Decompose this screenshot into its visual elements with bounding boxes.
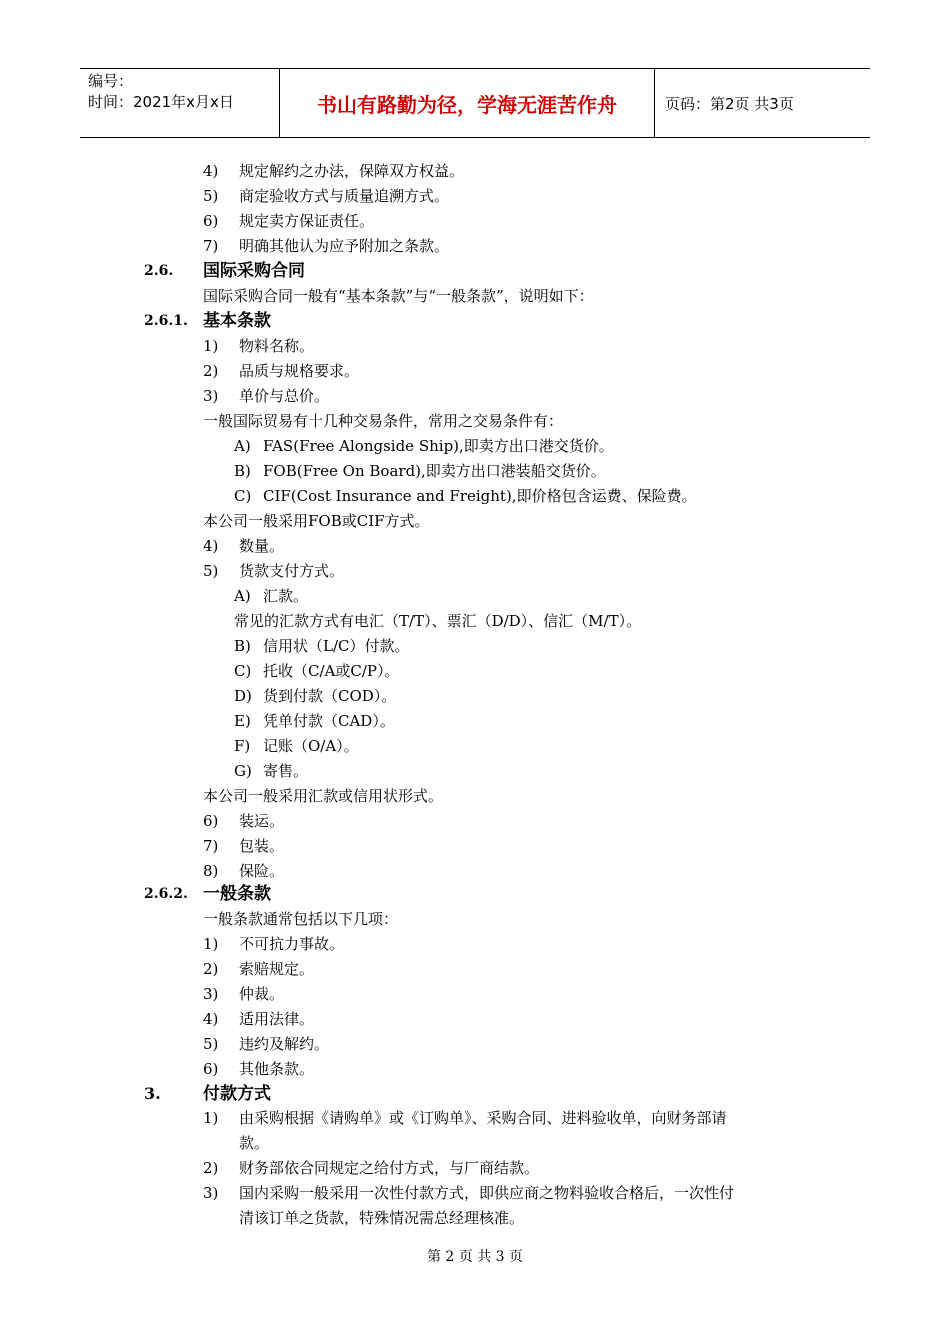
list-letter: E) xyxy=(234,712,251,730)
section-title: 付款方式 xyxy=(203,1084,271,1104)
list-item: 记账（O/A）。 xyxy=(263,737,359,755)
list-item: 其他条款。 xyxy=(239,1060,315,1078)
list-number: 8) xyxy=(203,862,219,880)
list-number: 4) xyxy=(203,1010,219,1028)
list-number: 3) xyxy=(203,1184,219,1202)
list-number: 4) xyxy=(203,162,219,180)
list-item: FOB(Free On Board),即卖方出口港装船交货价。 xyxy=(263,462,606,480)
paragraph: 常见的汇款方式有电汇（T/T）、票汇（D/D）、信汇（M/T）。 xyxy=(234,612,642,630)
list-item: 索赔规定。 xyxy=(239,960,315,978)
list-number: 1) xyxy=(203,1109,219,1127)
list-item: 数量。 xyxy=(239,537,285,555)
list-item: 商定验收方式与质量追溯方式。 xyxy=(239,187,450,205)
list-number: 5) xyxy=(203,562,219,580)
header-page-number: 页码：第2页 共3页 xyxy=(665,94,794,113)
list-item: 由采购根据《请购单》或《订购单》、采购合同、进料验收单，向财务部请 xyxy=(239,1109,727,1127)
header-motto: 书山有路勤为径，学海无涯苦作舟 xyxy=(280,69,655,137)
list-letter: B) xyxy=(234,462,251,480)
list-letter: F) xyxy=(234,737,251,755)
list-item: 货款支付方式。 xyxy=(239,562,345,580)
list-item: 货到付款（COD）。 xyxy=(263,687,397,705)
list-item: 适用法律。 xyxy=(239,1010,315,1028)
list-number: 1) xyxy=(203,935,219,953)
list-number: 2) xyxy=(203,362,219,380)
paragraph: 国际采购合同一般有“基本条款”与“一般条款”，说明如下： xyxy=(203,287,594,305)
doc-date-label: 时间：2021年x月x日 xyxy=(88,93,234,111)
list-number: 7) xyxy=(203,837,219,855)
list-item: 规定卖方保证责任。 xyxy=(239,212,375,230)
section-title: 国际采购合同 xyxy=(203,261,305,281)
list-letter: A) xyxy=(234,587,251,605)
list-item: 信用状（L/C）付款。 xyxy=(263,637,410,655)
list-item: 财务部依合同规定之给付方式，与厂商结款。 xyxy=(239,1159,540,1177)
list-number: 6) xyxy=(203,1060,219,1078)
list-item: 不可抗力事故。 xyxy=(239,935,345,953)
list-item: 寄售。 xyxy=(263,762,309,780)
list-item: 国内采购一般采用一次性付款方式，即供应商之物料验收合格后，一次性付 xyxy=(239,1184,735,1202)
list-number: 2) xyxy=(203,960,219,978)
paragraph: 一般条款通常包括以下几项： xyxy=(203,910,399,928)
list-item: 凭单付款（CAD）。 xyxy=(263,712,395,730)
list-item: CIF(Cost Insurance and Freight),即价格包含运费、保险费。 xyxy=(263,487,697,505)
list-number: 6) xyxy=(203,812,219,830)
section-number: 2.6.2. xyxy=(144,886,188,902)
list-letter: D) xyxy=(234,687,252,705)
list-item: 物料名称。 xyxy=(239,337,315,355)
paragraph: 本公司一般采用FOB或CIF方式。 xyxy=(203,512,430,530)
list-item: FAS(Free Alongside Ship),即卖方出口港交货价。 xyxy=(263,437,614,455)
list-item-continuation: 款。 xyxy=(239,1134,270,1152)
list-item-continuation: 清该订单之货款，特殊情况需总经理核准。 xyxy=(239,1209,525,1227)
paragraph: 本公司一般采用汇款或信用状形式。 xyxy=(203,787,444,805)
list-number: 3) xyxy=(203,985,219,1003)
section-title: 基本条款 xyxy=(203,311,271,331)
list-number: 6) xyxy=(203,212,219,230)
list-item: 汇款。 xyxy=(263,587,309,605)
section-number: 2.6. xyxy=(144,263,174,279)
list-letter: C) xyxy=(234,487,252,505)
list-number: 3) xyxy=(203,387,219,405)
page-footer: 第 2 页 共 3 页 xyxy=(426,1249,524,1265)
list-item: 品质与规格要求。 xyxy=(239,362,360,380)
list-item: 包装。 xyxy=(239,837,285,855)
list-item: 装运。 xyxy=(239,812,285,830)
list-item: 明确其他认为应予附加之条款。 xyxy=(239,237,450,255)
section-number: 2.6.1. xyxy=(144,313,188,329)
section-number: 3. xyxy=(144,1084,161,1103)
page-header xyxy=(80,68,870,138)
list-number: 2) xyxy=(203,1159,219,1177)
list-item: 托收（C/A或C/P）。 xyxy=(263,662,400,680)
section-title: 一般条款 xyxy=(203,884,271,904)
list-number: 4) xyxy=(203,537,219,555)
list-letter: C) xyxy=(234,662,252,680)
list-item: 规定解约之办法，保障双方权益。 xyxy=(239,162,465,180)
list-letter: G) xyxy=(234,762,252,780)
list-number: 5) xyxy=(203,187,219,205)
paragraph: 一般国际贸易有十几种交易条件，常用之交易条件有： xyxy=(203,412,564,430)
list-number: 5) xyxy=(203,1035,219,1053)
list-item: 仲裁。 xyxy=(239,985,285,1003)
list-letter: A) xyxy=(234,437,251,455)
doc-number-label: 编号： xyxy=(88,72,134,90)
header-meta xyxy=(80,69,280,137)
list-letter: B) xyxy=(234,637,251,655)
list-number: 1) xyxy=(203,337,219,355)
list-item: 违约及解约。 xyxy=(239,1035,330,1053)
list-item: 单价与总价。 xyxy=(239,387,330,405)
list-number: 7) xyxy=(203,237,219,255)
list-item: 保险。 xyxy=(239,862,285,880)
